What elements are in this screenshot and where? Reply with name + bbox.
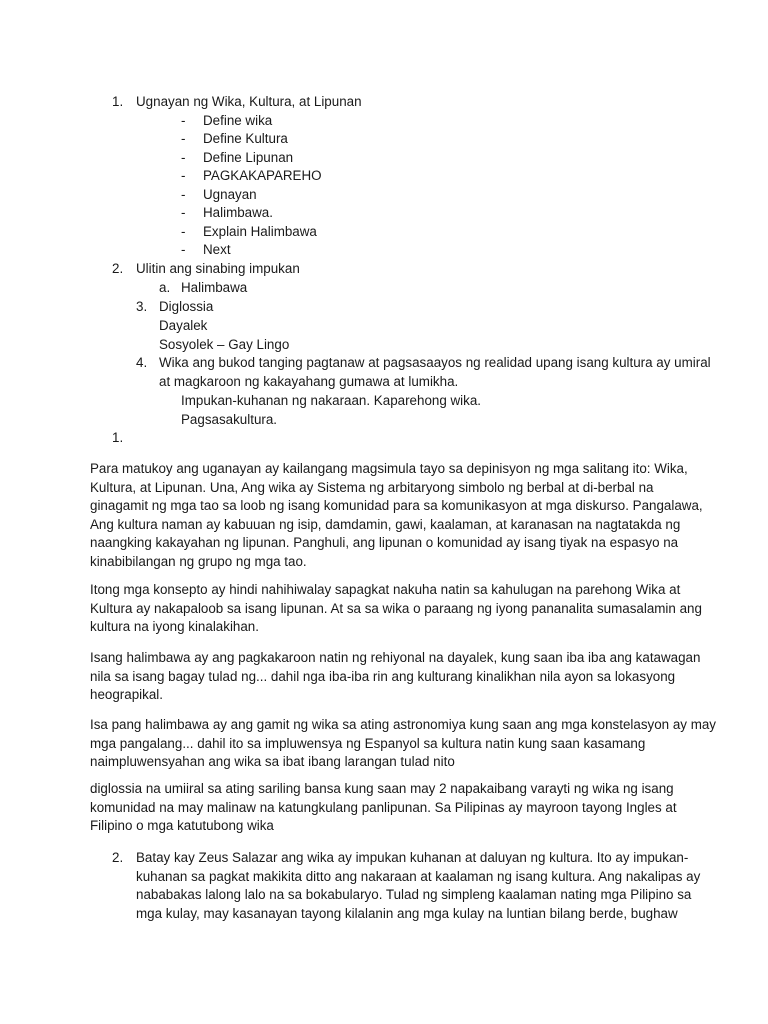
paragraph-line: ginagamit ng mga tao sa loob ng isang komunidad para sa komunikasyon at mga diskurso. Pangalawa, <box>90 498 703 514</box>
list-item: Halimbawa. <box>203 205 273 220</box>
list-item: Define Lipunan <box>203 149 294 165</box>
paragraph-line: nila sa isang bagay tulad ng... dahil nga iba-iba rin ang kulturang kinalikhan nila ayon sa lokasyong <box>90 668 676 684</box>
paragraph-line: kuhanan sa pagkat makikita ditto ang nakaraan at kaalaman ng isang kultura. Ang nakalipas ay <box>136 868 701 884</box>
outline-item-text: Ulitin ang sinabing impukan <box>136 261 300 276</box>
outline-number: 4. <box>136 355 148 370</box>
outline-item-text: Pagsasakultura. <box>181 412 278 427</box>
body-paragraph <box>90 460 703 572</box>
outline-item-text: Dayalek <box>159 318 208 333</box>
outline-item-text: at magkaroon ng kakayahang gumawa at lumikha. <box>159 374 459 389</box>
outline-number: 3. <box>136 299 148 314</box>
outline-item-text: Halimbawa <box>181 280 248 295</box>
list-bullet: - <box>181 168 186 183</box>
outline-letter: a. <box>159 280 171 295</box>
paragraph-line: komunidad na may malinaw na katungkulang panlipunan. Sa Pilipinas ay mayroon tayong Ingles at <box>90 799 677 815</box>
paragraph-line: kinabibilangan ng grupo ng mga tao. <box>90 553 307 569</box>
paragraph-line: Para matukoy ang uganayan ay kailangang magsimula tayo sa depinisyon ng mga salitang ito: Wika, <box>90 461 688 476</box>
list-item: Next <box>203 242 231 257</box>
numbered-paragraph <box>136 849 701 923</box>
outline-number: 1. <box>112 430 124 445</box>
outline-item-text: Ugnayan ng Wika, Kultura, at Lipunan <box>136 94 362 109</box>
paragraph-line: naangking kakayahan ng lipunan. Panghuli, ang lipunan o komunidad ay isang tiyak na espasyo na <box>90 535 679 551</box>
paragraph-line: Isa pang halimbawa ay ang gamit ng wika sa ating astronomiya kung saan ang mga konstelasyon ay may <box>90 717 716 732</box>
body-paragraph <box>90 716 716 772</box>
paragraph-line: Kultura, at Lipunan. Una, Ang wika ay Sistema ng arbitaryong simbolo ng berbal at di-berbal na <box>90 479 654 495</box>
paragraph-line: Ang kultura naman ay kabuuan ng isip, damdamin, gawi, kaalaman, at karanasan na nagtatakda ng <box>90 516 681 532</box>
list-bullet: - <box>181 131 186 146</box>
outline-item-text: Diglossia <box>159 299 214 314</box>
paragraph-line: kultura na iyong kinalakihan. <box>90 619 259 635</box>
paragraph-line: Filipino o mga katutubong wika <box>90 818 274 834</box>
paragraph-line: heograpikal. <box>90 687 163 703</box>
list-item: Ugnayan <box>203 186 257 202</box>
list-bullet: - <box>181 112 186 128</box>
list-bullet: - <box>181 149 186 165</box>
list-bullet: - <box>181 242 186 257</box>
outline-item-text: Impukan-kuhanan ng nakaraan. Kaparehong wika. <box>181 393 482 408</box>
list-item: Explain Halimbawa <box>203 223 317 239</box>
outline-item-text: Sosyolek – Gay Lingo <box>159 337 290 352</box>
paragraph-line: Itong mga konsepto ay hindi nahihiwalay sapagkat nakuha natin sa kahulugan na parehong Wika at <box>90 582 681 597</box>
list-item: PAGKAKAPAREHO <box>203 168 322 183</box>
paragraph-line: diglossia na umiiral sa ating sariling bansa kung saan may 2 napakaibang varayti ng wika ng isang <box>90 781 674 796</box>
list-bullet: - <box>181 186 186 202</box>
body-paragraph <box>90 649 701 705</box>
paragraph-line: Isang halimbawa ay ang pagkakaroon natin ng rehiyonal na dayalek, kung saan iba iba ang katawagan <box>90 650 701 665</box>
list-bullet: - <box>181 205 186 220</box>
outline-item-text: Wika ang bukod tanging pagtanaw at pagsasaayos ng realidad upang isang kultura ay umiral <box>159 355 711 370</box>
paragraph-line: Kultura ay nakapaloob sa isang lipunan. At sa sa wika o paraang ng iyong pananalita sumasalamin ang <box>90 600 702 616</box>
paragraph-line: nababakas lalong lalo na sa bokabularyo. Tulad ng simpleng kaalaman nating mga Pilipino sa <box>136 887 692 903</box>
outline-number: 2. <box>112 261 124 276</box>
outline-number: 2. <box>112 850 124 865</box>
list-bullet: - <box>181 223 186 239</box>
list-item: Define Kultura <box>203 131 288 146</box>
list-item: Define wika <box>203 112 273 128</box>
body-paragraph <box>90 780 680 836</box>
paragraph-line: mga kulay, may kasanayan tayong kilalanin ang mga kulay na luntian bilang berde, bughaw <box>136 905 678 921</box>
paragraph-line: naimpluwensyahan ang wika sa ibat ibang larangan tulad nito <box>90 754 455 770</box>
body-paragraph <box>90 581 702 637</box>
paragraph-line: Batay kay Zeus Salazar ang wika ay impukan kuhanan at daluyan ng kultura. Ito ay impukan- <box>136 850 689 865</box>
paragraph-line: mga pangalang... dahil ito sa impluwensya ng Espanyol sa kultura natin kung saan kasamang <box>90 735 646 751</box>
outline-number: 1. <box>112 94 124 109</box>
